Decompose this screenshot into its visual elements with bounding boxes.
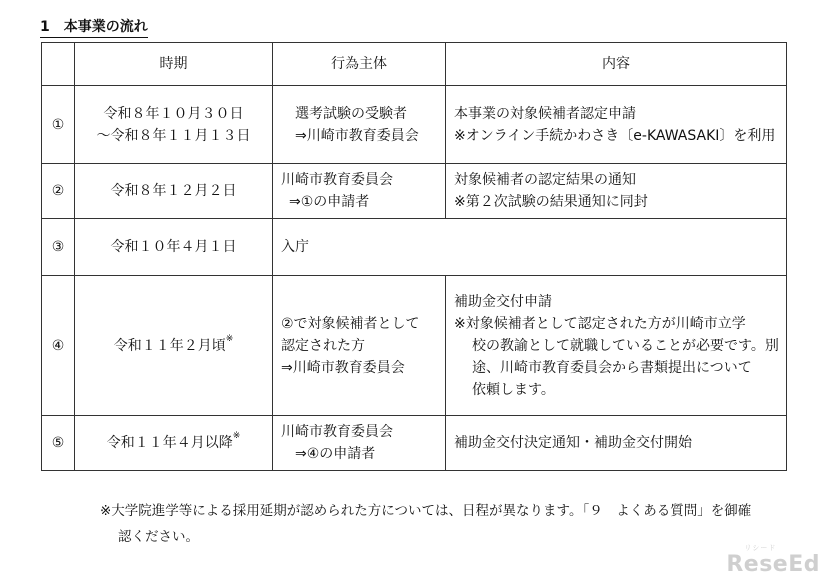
table-row (42, 416, 787, 471)
watermark-text: ReseEd (726, 552, 820, 577)
table-row (42, 219, 787, 276)
row-number: ② (42, 164, 75, 219)
row-actor: 川崎市教育委員会 ⇒④の申請者 (273, 416, 446, 471)
flow-table (41, 42, 787, 471)
row-actor: 入庁 (273, 219, 787, 276)
row-content: 補助金交付決定通知・補助金交付開始 (446, 416, 787, 471)
footnote-line-2: 認ください。 (118, 529, 199, 545)
row-number: ① (42, 86, 75, 164)
row-period: 令和８年１２月２日 (75, 164, 273, 219)
row-period: 令和１１年２月頃※ (75, 276, 273, 416)
section-title (40, 18, 148, 38)
footnote-mark: ※ (232, 431, 241, 441)
row-number: ③ (42, 219, 75, 276)
table-row (42, 164, 787, 219)
header-period: 時期 (75, 43, 273, 86)
row-actor: ②で対象候補者として 認定された方 ⇒川崎市教育委員会 (273, 276, 446, 416)
row-content: 対象候補者の認定結果の通知 ※第２次試験の結果通知に同封 (446, 164, 787, 219)
table-header-row (42, 43, 787, 86)
row-period: 令和８年１０月３０日 ～令和８年１１月１３日 (75, 86, 273, 164)
footnote-mark: ※ (225, 333, 234, 344)
header-num (42, 43, 75, 86)
row-actor: 川崎市教育委員会 ⇒①の申請者 (273, 164, 446, 219)
row-content: 補助金交付申請 ※対象候補者として認定された方が川崎市立学 校の教諭として就職していることが必要です。別 途、川崎市教育委員会から書類提出について 依頼します。 (446, 276, 787, 416)
watermark-sub: リシード (744, 544, 777, 552)
row-period: 令和１１年４月以降※ (75, 416, 273, 471)
table-row (42, 276, 787, 416)
section-title-text: 本事業の流れ (63, 19, 148, 35)
watermark-logo (726, 544, 820, 577)
table-row (42, 86, 787, 164)
row-content: 本事業の対象候補者認定申請 ※オンライン手続かわさき〔e-KAWASAKI〕を利用 (446, 86, 787, 164)
row-actor: 選考試験の受験者 ⇒川崎市教育委員会 (273, 86, 446, 164)
footnote-line-1: ※大学院進学等による採用延期が認められた方については、日程が異なります。「９ よくある質問」を御確 (100, 503, 752, 519)
footnote (100, 498, 800, 550)
row-period: 令和１０年４月１日 (75, 219, 273, 276)
header-content: 内容 (446, 43, 787, 86)
header-actor: 行為主体 (273, 43, 446, 86)
row-number: ④ (42, 276, 75, 416)
row-number: ⑤ (42, 416, 75, 471)
section-number: 1 (40, 19, 50, 35)
